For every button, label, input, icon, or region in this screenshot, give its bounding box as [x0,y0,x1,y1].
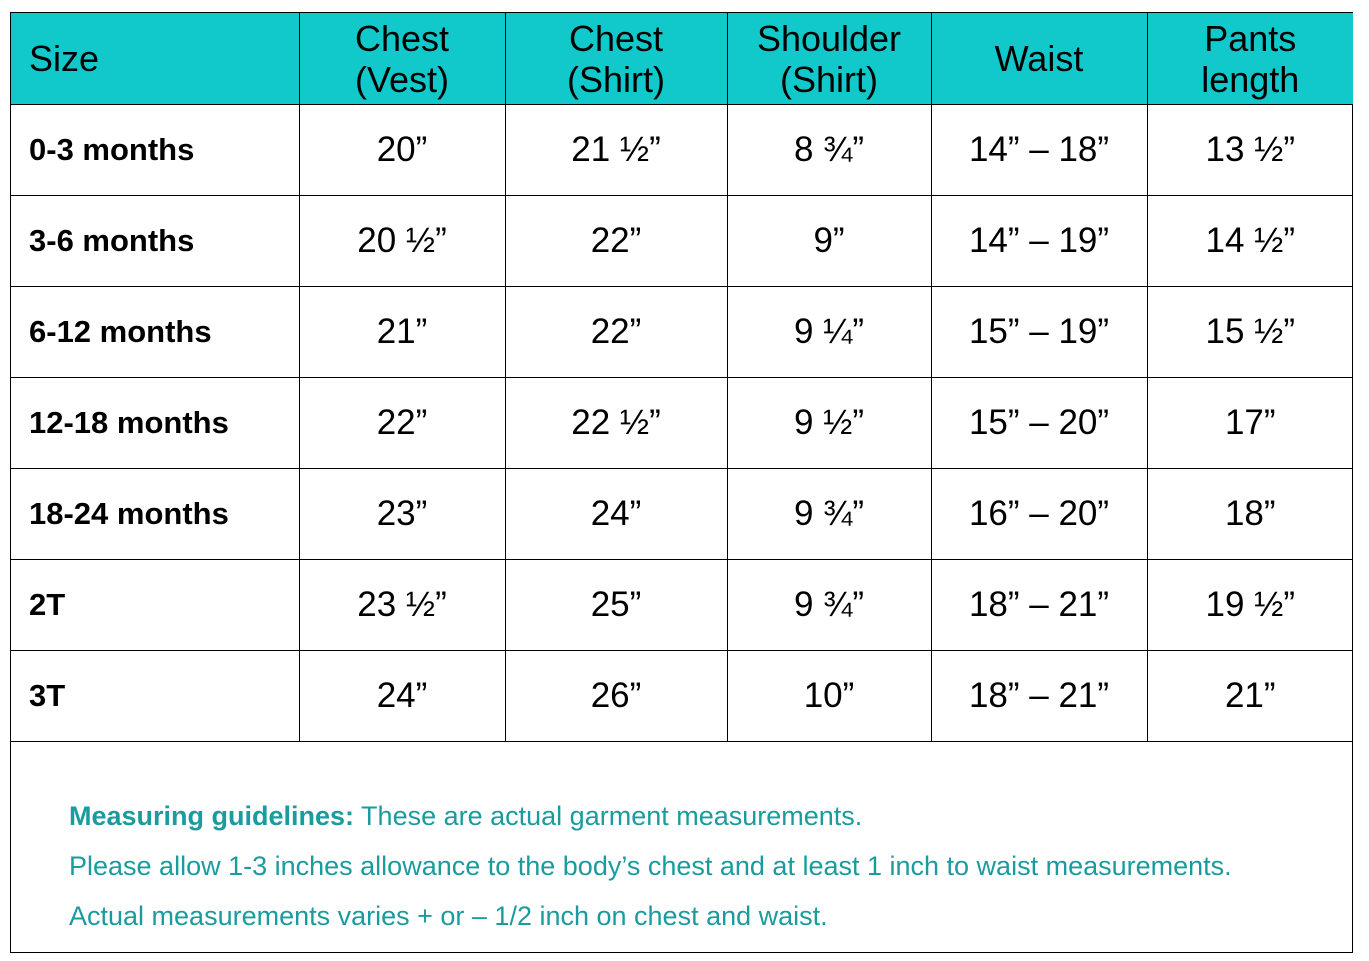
size-cell: 12-18 months [11,378,299,469]
header-line: (Vest) [354,58,450,100]
pants-length-cell: 14 ½” [1147,196,1353,287]
header-line: Shoulder [756,17,902,59]
shoulder-shirt-cell: 9” [727,196,931,287]
table-row [11,469,1353,560]
shoulder-shirt-cell: 9 ¾” [727,560,931,651]
chest-vest-cell: 20 ½” [299,196,505,287]
chest-shirt-cell: 26” [505,651,727,742]
header-line: Size [29,38,100,79]
note-line-1 [69,791,1232,841]
waist-cell: 18” – 21” [931,651,1147,742]
chest-shirt-cell: 24” [505,469,727,560]
note-text-1: These are actual garment measurements. [354,801,863,831]
chest-shirt-cell: 22 ½” [505,378,727,469]
chest-vest-cell: 21” [299,287,505,378]
header-row [11,13,1353,105]
chest-shirt-cell: 22” [505,287,727,378]
shoulder-shirt-cell: 9 ½” [727,378,931,469]
waist-cell: 14” – 19” [931,196,1147,287]
shoulder-shirt-cell: 9 ¼” [727,287,931,378]
header-line: length [1201,58,1300,100]
chest-shirt-cell: 21 ½” [505,105,727,196]
waist-cell: 18” – 21” [931,560,1147,651]
size-cell: 18-24 months [11,469,299,560]
table-row [11,378,1353,469]
header-line: Waist [994,38,1084,79]
shoulder-shirt-cell: 8 ¾” [727,105,931,196]
chest-shirt-header [505,13,727,105]
chest-vest-header [299,13,505,105]
pants-length-cell: 15 ½” [1147,287,1353,378]
size-cell: 3T [11,651,299,742]
waist-cell: 16” – 20” [931,469,1147,560]
header-line: Chest [354,17,450,59]
pants-length-cell: 18” [1147,469,1353,560]
waist-cell: 15” – 19” [931,287,1147,378]
waist-cell: 14” – 18” [931,105,1147,196]
measuring-guidelines [69,791,1232,941]
waist-cell: 15” – 20” [931,378,1147,469]
header-line: (Shirt) [780,58,878,100]
size-chart [10,12,1353,953]
pants-length-cell: 19 ½” [1147,560,1353,651]
shoulder-shirt-header [727,13,931,105]
table-row [11,287,1353,378]
chest-shirt-cell: 25” [505,560,727,651]
chest-vest-cell: 23” [299,469,505,560]
table-row [11,560,1353,651]
size-cell: 6-12 months [11,287,299,378]
chest-vest-cell: 22” [299,378,505,469]
pants-length-cell: 21” [1147,651,1353,742]
header-line: Pants [1204,17,1297,59]
size-cell: 3-6 months [11,196,299,287]
note-label: Measuring guidelines: [69,801,355,831]
note-line-2: Please allow 1-3 inches allowance to the body’s chest and at least 1 inch to waist measurements. [69,851,1232,881]
table-row [11,105,1353,196]
size-table [11,13,1353,742]
size-cell: 0-3 months [11,105,299,196]
pants-length-cell: 17” [1147,378,1353,469]
chest-vest-cell: 23 ½” [299,560,505,651]
chest-shirt-cell: 22” [505,196,727,287]
table-row [11,196,1353,287]
chest-vest-cell: 20” [299,105,505,196]
shoulder-shirt-cell: 9 ¾” [727,469,931,560]
header-line: (Shirt) [567,58,665,100]
header-line: Chest [568,17,664,59]
waist-header [931,13,1147,105]
table-row [11,651,1353,742]
chest-vest-cell: 24” [299,651,505,742]
table-body [11,105,1353,742]
pants-length-cell: 13 ½” [1147,105,1353,196]
pants-length-header [1147,13,1353,105]
size-header [11,13,299,105]
size-cell: 2T [11,560,299,651]
shoulder-shirt-cell: 10” [727,651,931,742]
note-line-3: Actual measurements varies + or – 1/2 inch on chest and waist. [69,901,828,931]
